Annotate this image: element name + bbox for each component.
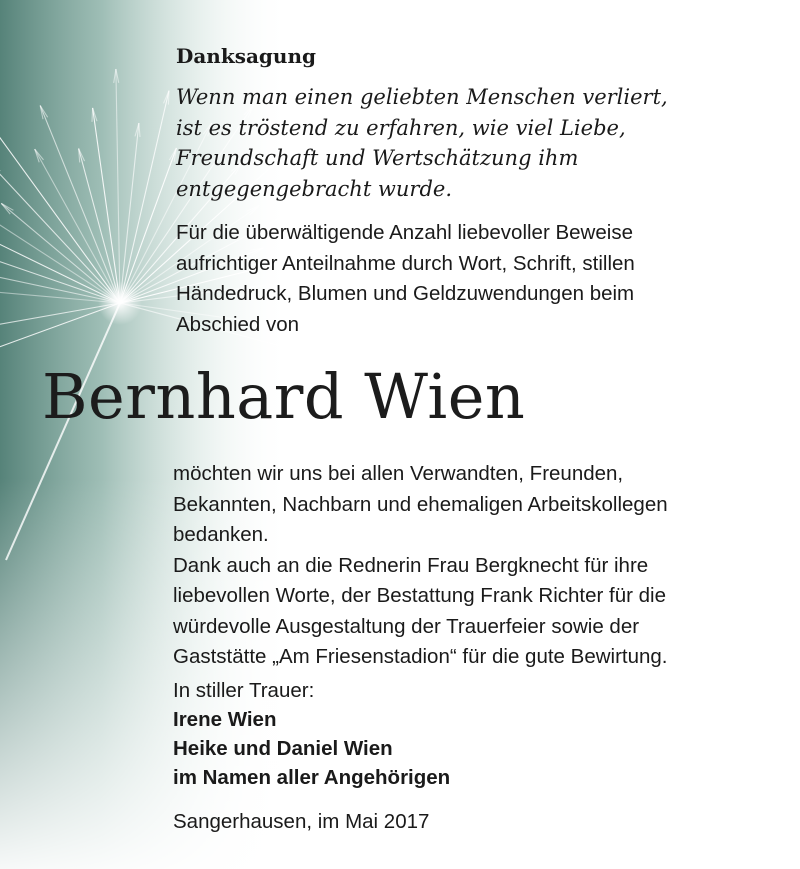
mourner-name: Heike und Daniel Wien <box>173 737 393 760</box>
body-line: Für die überwältigende Anzahl liebevoller Beweise <box>176 221 633 244</box>
intro-text <box>176 82 736 204</box>
body-line: Abschied von <box>176 312 300 336</box>
mourner-name: im Namen aller Angehörigen <box>173 766 451 789</box>
body-line: Händedruck, Blumen und Geldzuwendungen beim <box>176 282 635 305</box>
body-line: würdevolle Ausgestaltung der Trauerfeier sowie der <box>173 614 640 638</box>
deceased-name: Bernhard Wien <box>42 360 526 433</box>
body-line: liebevollen Worte, der Bestattung Frank Richter für die <box>173 584 667 607</box>
place-date: Sangerhausen, im Mai 2017 <box>173 810 430 833</box>
intro-line: entgegengebracht wurde. <box>176 176 453 201</box>
mourners-block <box>173 676 450 792</box>
body-line: aufrichtiger Anteilnahme durch Wort, Schrift, stillen <box>176 251 635 275</box>
body-line: bedanken. <box>173 523 269 546</box>
mourner-name: Irene Wien <box>173 708 277 731</box>
heading: Danksagung <box>176 44 316 68</box>
intro-line: Freundschaft und Wertschätzung ihm <box>176 146 579 170</box>
acknowledgement-paragraph <box>173 459 783 673</box>
body-line: Dank auch an die Rednerin Frau Bergknecht für ihre <box>173 553 649 577</box>
intro-line: Wenn man einen geliebten Menschen verliert, <box>176 85 668 109</box>
body-line: Bekannten, Nachbarn und ehemaligen Arbeitskollegen <box>173 492 668 516</box>
thanks-paragraph <box>176 218 776 340</box>
mourning-label: In stiller Trauer: <box>173 679 315 702</box>
body-line: möchten wir uns bei allen Verwandten, Freunden, <box>173 462 624 485</box>
body-line: Gaststätte „Am Friesenstadion“ für die gute Bewirtung. <box>173 645 668 668</box>
intro-line: ist es tröstend zu erfahren, wie viel Liebe, <box>176 115 626 140</box>
